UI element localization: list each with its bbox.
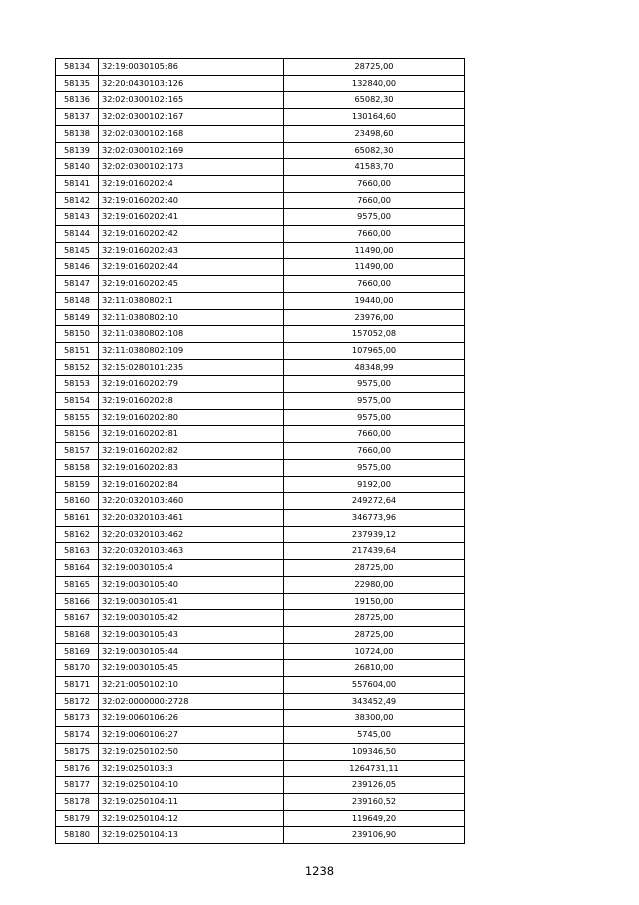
value-cell: 7660,00: [284, 175, 465, 192]
value-cell: 107965,00: [284, 342, 465, 359]
cadastral-number-cell: 32:02:0300102:165: [99, 92, 284, 109]
value-cell: 132840,00: [284, 75, 465, 92]
value-cell: 217439,64: [284, 543, 465, 560]
table-row: [56, 59, 465, 76]
table-row: [56, 677, 465, 694]
value-cell: 23976,00: [284, 309, 465, 326]
table-row: [56, 125, 465, 142]
row-number-cell: 58178: [56, 793, 99, 810]
row-number-cell: 58155: [56, 409, 99, 426]
table-row: [56, 259, 465, 276]
row-number-cell: 58148: [56, 292, 99, 309]
row-number-cell: 58157: [56, 443, 99, 460]
table-row: [56, 793, 465, 810]
row-number-cell: 58174: [56, 727, 99, 744]
value-cell: 239106,90: [284, 827, 465, 844]
row-number-cell: 58177: [56, 777, 99, 794]
value-cell: 28725,00: [284, 626, 465, 643]
cadastral-number-cell: 32:19:0160202:81: [99, 426, 284, 443]
table-row: [56, 109, 465, 126]
table-body: [56, 59, 465, 844]
table-row: [56, 159, 465, 176]
value-cell: 26810,00: [284, 660, 465, 677]
row-number-cell: 58176: [56, 760, 99, 777]
row-number-cell: 58153: [56, 376, 99, 393]
cadastral-number-cell: 32:19:0160202:41: [99, 209, 284, 226]
value-cell: 9575,00: [284, 209, 465, 226]
value-cell: 9575,00: [284, 459, 465, 476]
value-cell: 10724,00: [284, 643, 465, 660]
value-cell: 7660,00: [284, 443, 465, 460]
cadastral-number-cell: 32:20:0320103:460: [99, 493, 284, 510]
row-number-cell: 58159: [56, 476, 99, 493]
value-cell: 28725,00: [284, 560, 465, 577]
value-cell: 239126,05: [284, 777, 465, 794]
cadastral-number-cell: 32:19:0030105:42: [99, 610, 284, 627]
cadastral-number-cell: 32:20:0320103:463: [99, 543, 284, 560]
value-cell: 1264731,11: [284, 760, 465, 777]
cadastral-number-cell: 32:19:0160202:79: [99, 376, 284, 393]
table-row: [56, 226, 465, 243]
cadastral-number-cell: 32:19:0030105:41: [99, 593, 284, 610]
table-row: [56, 576, 465, 593]
value-cell: 65082,30: [284, 142, 465, 159]
table-row: [56, 476, 465, 493]
table-row: [56, 276, 465, 293]
value-cell: 38300,00: [284, 710, 465, 727]
row-number-cell: 58147: [56, 276, 99, 293]
cadastral-number-cell: 32:19:0160202:44: [99, 259, 284, 276]
value-cell: 157052,08: [284, 326, 465, 343]
cadastral-number-cell: 32:11:0380802:1: [99, 292, 284, 309]
cadastral-number-cell: 32:11:0380802:10: [99, 309, 284, 326]
row-number-cell: 58141: [56, 175, 99, 192]
row-number-cell: 58144: [56, 226, 99, 243]
table-row: [56, 560, 465, 577]
table-row: [56, 409, 465, 426]
value-cell: 9575,00: [284, 376, 465, 393]
row-number-cell: 58162: [56, 526, 99, 543]
row-number-cell: 58156: [56, 426, 99, 443]
value-cell: 11490,00: [284, 242, 465, 259]
table-row: [56, 142, 465, 159]
table-row: [56, 643, 465, 660]
cadastral-number-cell: 32:19:0160202:4: [99, 175, 284, 192]
row-number-cell: 58175: [56, 743, 99, 760]
table-row: [56, 760, 465, 777]
cadastral-number-cell: 32:19:0250104:11: [99, 793, 284, 810]
row-number-cell: 58158: [56, 459, 99, 476]
table-row: [56, 359, 465, 376]
value-cell: 41583,70: [284, 159, 465, 176]
cadastral-number-cell: 32:02:0300102:169: [99, 142, 284, 159]
cadastral-number-cell: 32:21:0050102:10: [99, 677, 284, 694]
value-cell: 28725,00: [284, 610, 465, 627]
table-row: [56, 777, 465, 794]
cadastral-number-cell: 32:15:0280101:235: [99, 359, 284, 376]
cadastral-number-cell: 32:19:0160202:82: [99, 443, 284, 460]
row-number-cell: 58169: [56, 643, 99, 660]
cadastral-number-cell: 32:19:0030105:86: [99, 59, 284, 76]
row-number-cell: 58168: [56, 626, 99, 643]
row-number-cell: 58140: [56, 159, 99, 176]
table-row: [56, 626, 465, 643]
row-number-cell: 58167: [56, 610, 99, 627]
cadastral-number-cell: 32:20:0320103:461: [99, 509, 284, 526]
cadastral-number-cell: 32:19:0030105:40: [99, 576, 284, 593]
table-row: [56, 693, 465, 710]
value-cell: 9575,00: [284, 409, 465, 426]
table-row: [56, 192, 465, 209]
value-cell: 7660,00: [284, 276, 465, 293]
table-row: [56, 526, 465, 543]
value-cell: 65082,30: [284, 92, 465, 109]
cadastral-number-cell: 32:19:0250104:12: [99, 810, 284, 827]
table-row: [56, 393, 465, 410]
table-row: [56, 292, 465, 309]
row-number-cell: 58160: [56, 493, 99, 510]
cadastral-number-cell: 32:19:0160202:45: [99, 276, 284, 293]
cadastral-number-cell: 32:19:0030105:4: [99, 560, 284, 577]
cadastral-number-cell: 32:20:0430103:126: [99, 75, 284, 92]
cadastral-number-cell: 32:19:0160202:80: [99, 409, 284, 426]
value-cell: 19440,00: [284, 292, 465, 309]
value-cell: 7660,00: [284, 226, 465, 243]
table-row: [56, 493, 465, 510]
cadastral-number-cell: 32:19:0160202:83: [99, 459, 284, 476]
row-number-cell: 58172: [56, 693, 99, 710]
value-cell: 28725,00: [284, 59, 465, 76]
cadastral-number-cell: 32:20:0320103:462: [99, 526, 284, 543]
cadastral-number-cell: 32:02:0300102:167: [99, 109, 284, 126]
table-row: [56, 593, 465, 610]
page-number: 1238: [304, 864, 335, 878]
value-cell: 109346,50: [284, 743, 465, 760]
table-row: [56, 309, 465, 326]
value-cell: 23498,60: [284, 125, 465, 142]
row-number-cell: 58145: [56, 242, 99, 259]
row-number-cell: 58171: [56, 677, 99, 694]
cadastral-number-cell: 32:19:0250104:13: [99, 827, 284, 844]
value-cell: 237939,12: [284, 526, 465, 543]
table-row: [56, 175, 465, 192]
value-cell: 7660,00: [284, 426, 465, 443]
row-number-cell: 58161: [56, 509, 99, 526]
row-number-cell: 58180: [56, 827, 99, 844]
cadastral-number-cell: 32:19:0060106:27: [99, 727, 284, 744]
cadastral-number-cell: 32:19:0250102:50: [99, 743, 284, 760]
cadastral-number-cell: 32:19:0060106:26: [99, 710, 284, 727]
table-row: [56, 209, 465, 226]
table-row: [56, 660, 465, 677]
cadastral-number-cell: 32:02:0300102:168: [99, 125, 284, 142]
row-number-cell: 58137: [56, 109, 99, 126]
value-cell: 7660,00: [284, 192, 465, 209]
row-number-cell: 58142: [56, 192, 99, 209]
value-cell: 557604,00: [284, 677, 465, 694]
row-number-cell: 58152: [56, 359, 99, 376]
row-number-cell: 58146: [56, 259, 99, 276]
cadastral-number-cell: 32:02:0300102:173: [99, 159, 284, 176]
table-row: [56, 509, 465, 526]
value-cell: 249272,64: [284, 493, 465, 510]
table-row: [56, 543, 465, 560]
table-row: [56, 242, 465, 259]
cadastral-number-cell: 32:19:0030105:45: [99, 660, 284, 677]
value-cell: 19150,00: [284, 593, 465, 610]
value-cell: 130164,60: [284, 109, 465, 126]
table-row: [56, 810, 465, 827]
table-row: [56, 727, 465, 744]
value-cell: 9192,00: [284, 476, 465, 493]
value-cell: 5745,00: [284, 727, 465, 744]
cadastral-number-cell: 32:19:0250103:3: [99, 760, 284, 777]
table-row: [56, 426, 465, 443]
value-cell: 48348,99: [284, 359, 465, 376]
cadastral-number-cell: 32:19:0160202:43: [99, 242, 284, 259]
row-number-cell: 58151: [56, 342, 99, 359]
table-row: [56, 459, 465, 476]
row-number-cell: 58163: [56, 543, 99, 560]
cadastral-number-cell: 32:19:0030105:44: [99, 643, 284, 660]
row-number-cell: 58134: [56, 59, 99, 76]
row-number-cell: 58136: [56, 92, 99, 109]
row-number-cell: 58165: [56, 576, 99, 593]
cadastral-number-cell: 32:19:0030105:43: [99, 626, 284, 643]
table-row: [56, 710, 465, 727]
row-number-cell: 58139: [56, 142, 99, 159]
cadastral-number-cell: 32:11:0380802:109: [99, 342, 284, 359]
row-number-cell: 58170: [56, 660, 99, 677]
table-row: [56, 92, 465, 109]
table-row: [56, 75, 465, 92]
row-number-cell: 58135: [56, 75, 99, 92]
cadastral-number-cell: 32:19:0160202:8: [99, 393, 284, 410]
table-row: [56, 827, 465, 844]
cadastral-number-cell: 32:19:0160202:40: [99, 192, 284, 209]
row-number-cell: 58173: [56, 710, 99, 727]
table-row: [56, 443, 465, 460]
value-cell: 119649,20: [284, 810, 465, 827]
cadastral-value-table: [55, 58, 465, 844]
table-row: [56, 743, 465, 760]
table-row: [56, 326, 465, 343]
row-number-cell: 58154: [56, 393, 99, 410]
table-row: [56, 610, 465, 627]
row-number-cell: 58150: [56, 326, 99, 343]
cadastral-number-cell: 32:19:0160202:42: [99, 226, 284, 243]
value-cell: 346773,96: [284, 509, 465, 526]
table-row: [56, 376, 465, 393]
row-number-cell: 58138: [56, 125, 99, 142]
row-number-cell: 58179: [56, 810, 99, 827]
row-number-cell: 58149: [56, 309, 99, 326]
value-cell: 9575,00: [284, 393, 465, 410]
cadastral-number-cell: 32:19:0250104:10: [99, 777, 284, 794]
cadastral-number-cell: 32:02:0000000:2728: [99, 693, 284, 710]
value-cell: 11490,00: [284, 259, 465, 276]
value-cell: 343452,49: [284, 693, 465, 710]
value-cell: 22980,00: [284, 576, 465, 593]
table-row: [56, 342, 465, 359]
value-cell: 239160,52: [284, 793, 465, 810]
cadastral-number-cell: 32:11:0380802:108: [99, 326, 284, 343]
cadastral-number-cell: 32:19:0160202:84: [99, 476, 284, 493]
row-number-cell: 58143: [56, 209, 99, 226]
row-number-cell: 58164: [56, 560, 99, 577]
row-number-cell: 58166: [56, 593, 99, 610]
